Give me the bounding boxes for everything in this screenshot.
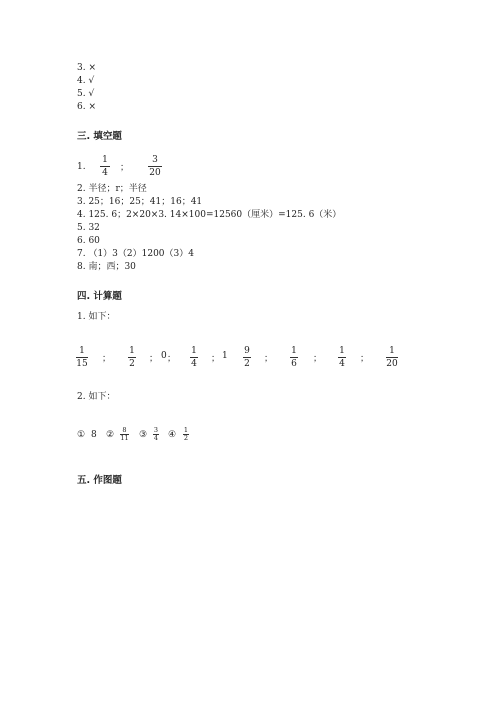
denominator: 4 xyxy=(191,359,197,369)
answer-line: 3. × xyxy=(77,63,96,73)
answer-fraction xyxy=(386,346,398,369)
denominator: 11 xyxy=(120,434,129,442)
answer-fraction xyxy=(338,346,346,369)
answer-fraction xyxy=(128,346,136,369)
answer-fraction xyxy=(183,427,189,442)
answer-line: 5. 32 xyxy=(77,223,100,233)
numerator: 3 xyxy=(152,155,158,165)
q2-label: 2. 如下： xyxy=(77,392,116,402)
denominator: 4 xyxy=(102,168,108,178)
numerator: 1 xyxy=(389,346,395,356)
denominator: 2 xyxy=(183,434,189,442)
numerator: 1 xyxy=(291,346,297,356)
numerator: 3 xyxy=(153,426,159,434)
denominator: 4 xyxy=(339,359,345,369)
answer-fraction xyxy=(290,346,298,369)
answer-value: 0 xyxy=(161,351,167,361)
numerator: 1 xyxy=(191,346,197,356)
numerator: 1 xyxy=(129,346,135,356)
numerator: 1 xyxy=(339,346,345,356)
answer-fraction xyxy=(120,427,129,442)
section-heading-calculation: 四. 计算题 xyxy=(77,291,122,302)
answer-line: 4. √ xyxy=(77,76,95,86)
q1-number: 1. xyxy=(77,162,86,172)
denominator: 2 xyxy=(244,359,250,369)
answer-line: 8. 南；西；30 xyxy=(77,262,136,272)
answer-line: 5. √ xyxy=(77,89,95,99)
answer-fraction xyxy=(190,346,198,369)
answer-value: 8 xyxy=(91,430,97,440)
section-heading-fill-in: 三. 填空题 xyxy=(77,131,122,142)
separator: ； xyxy=(167,354,177,364)
separator: ； xyxy=(211,354,221,364)
answer-line: 6. 60 xyxy=(77,236,100,246)
circled-number-marker: ① xyxy=(77,430,86,440)
circled-number-marker: ② xyxy=(106,430,115,440)
answer-value: 1 xyxy=(222,351,228,361)
numerator: 9 xyxy=(244,346,250,356)
separator: ； xyxy=(264,354,274,364)
circled-number-marker: ③ xyxy=(139,430,148,440)
fraction xyxy=(148,155,162,178)
answer-line: 6. × xyxy=(77,102,96,112)
answer-line: 3. 25；16；25；41；16；41 xyxy=(77,197,203,207)
denominator: 4 xyxy=(153,434,159,442)
section-heading-drawing: 五. 作图题 xyxy=(77,475,122,486)
denominator: 6 xyxy=(291,359,297,369)
separator: ； xyxy=(360,354,370,364)
denominator: 15 xyxy=(76,359,88,369)
answer-line: 4. 125. 6；2×20×3. 14×100=12560（厘米）=125. 6（米） xyxy=(77,210,342,220)
numerator: 1 xyxy=(183,426,189,434)
separator: ； xyxy=(149,354,159,364)
denominator: 20 xyxy=(149,168,161,178)
numerator: 1 xyxy=(79,346,85,356)
answer-line: 7. （1）3（2）1200（3）4 xyxy=(77,249,194,259)
numerator: 1 xyxy=(102,155,108,165)
answer-line: 2. 半径；r；半径 xyxy=(77,184,147,194)
separator: ； xyxy=(120,163,130,173)
denominator: 20 xyxy=(386,359,398,369)
denominator: 2 xyxy=(129,359,135,369)
numerator: 8 xyxy=(122,426,127,434)
circled-number-marker: ④ xyxy=(168,430,177,440)
fraction xyxy=(100,155,110,178)
q1-label: 1. 如下： xyxy=(77,312,116,322)
separator: ； xyxy=(102,354,112,364)
separator: ； xyxy=(313,354,323,364)
answer-fraction xyxy=(243,346,251,369)
answer-fraction xyxy=(76,346,88,369)
answer-fraction xyxy=(153,427,159,442)
